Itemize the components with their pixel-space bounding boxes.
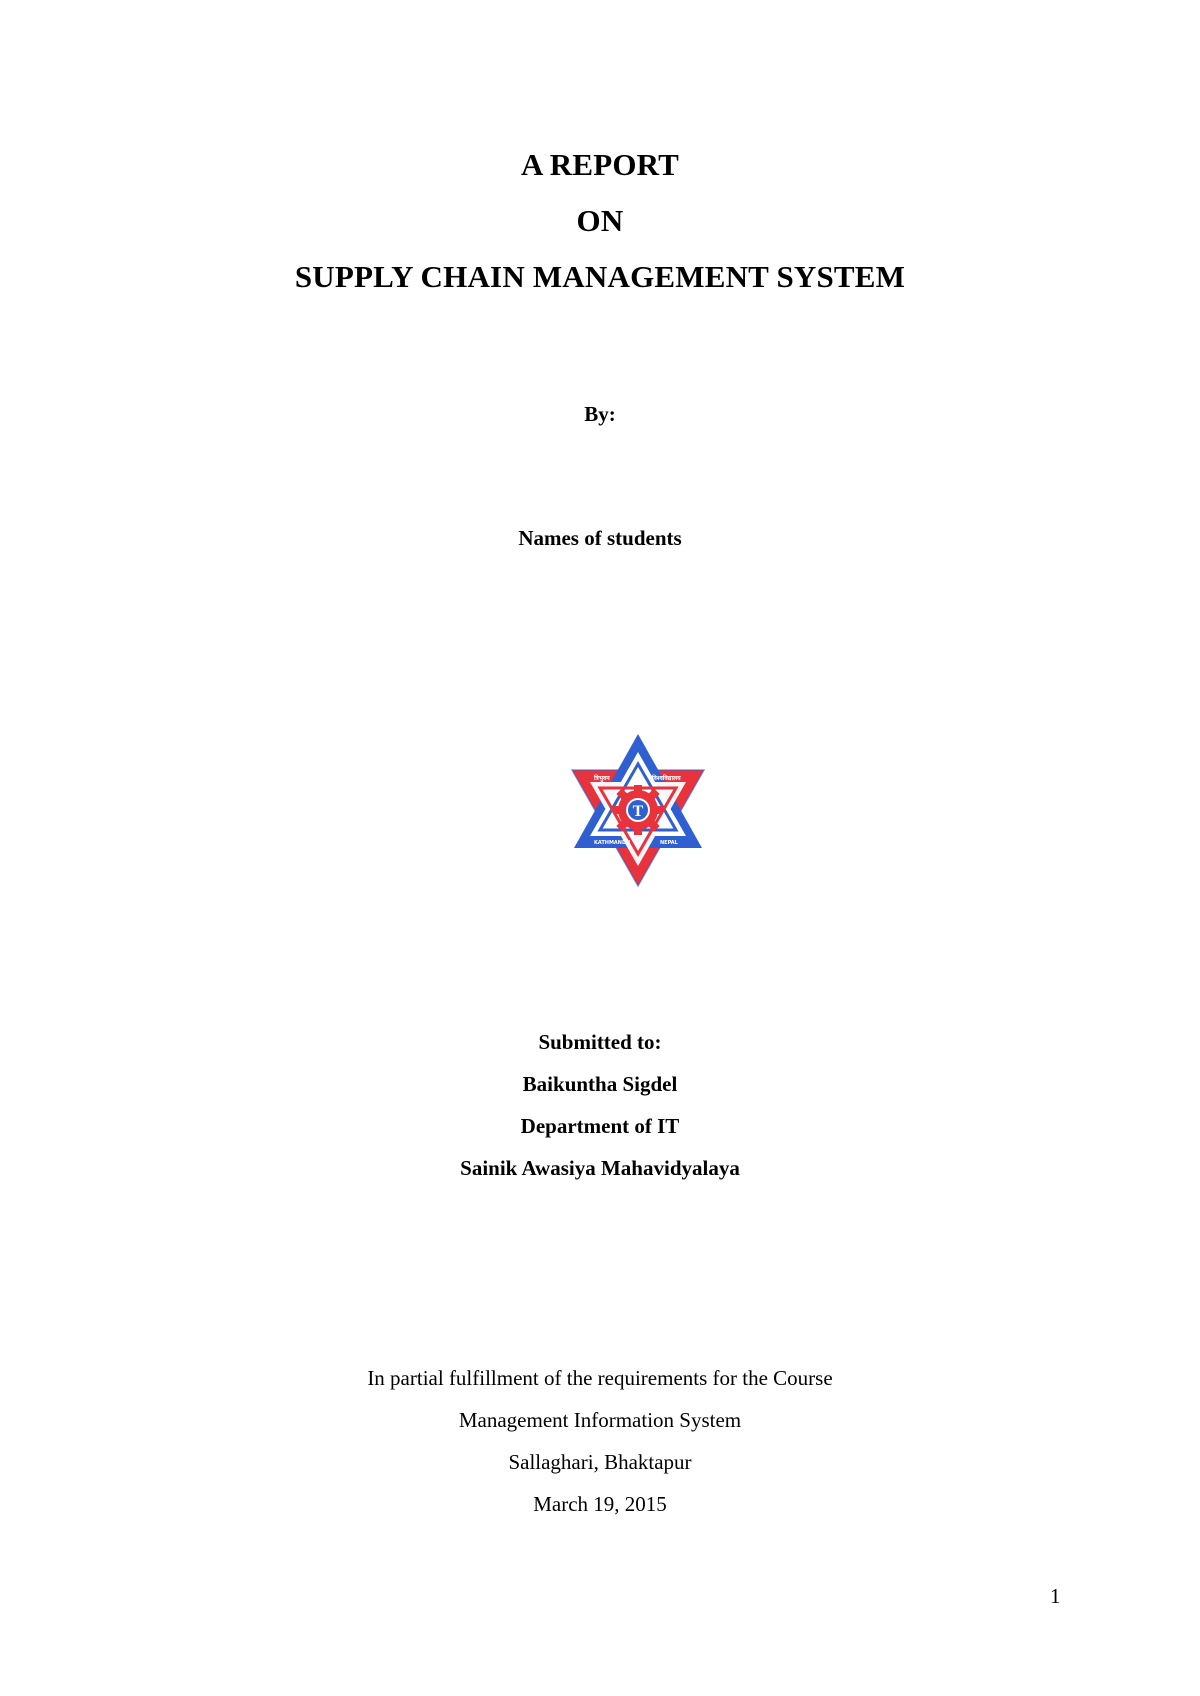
by-label: By:	[584, 402, 616, 426]
institution-name: Sainik Awasiya Mahavidyalaya	[460, 1156, 740, 1180]
report-title-line-3: SUPPLY CHAIN MANAGEMENT SYSTEM	[294, 259, 906, 294]
emblem-text-top-left: त्रिभुवन	[594, 775, 610, 782]
submitted-to-label: Submitted to:	[538, 1030, 662, 1054]
page-number: 1	[1050, 1584, 1061, 1608]
university-emblem-icon	[568, 730, 708, 890]
emblem-center-letter: T	[632, 803, 644, 820]
student-names: Names of students	[518, 526, 682, 550]
supervisor-name: Baikuntha Sigdel	[522, 1072, 678, 1096]
report-title-line-1: A REPORT	[520, 147, 680, 182]
location: Sallaghari, Bhaktapur	[508, 1450, 692, 1474]
department-name: Department of IT	[520, 1114, 680, 1138]
fulfillment-statement: In partial fulfillment of the requirements for the Course	[367, 1366, 833, 1390]
emblem-text-top-right: विश्वविद्यालय	[652, 775, 681, 782]
emblem-text-bottom-left: KATHMANDU	[594, 840, 631, 846]
report-title-line-2: ON	[576, 203, 624, 238]
submission-date: March 19, 2015	[533, 1492, 667, 1516]
course-name: Management Information System	[458, 1408, 742, 1432]
emblem-text-bottom-right: NEPAL	[660, 840, 678, 846]
